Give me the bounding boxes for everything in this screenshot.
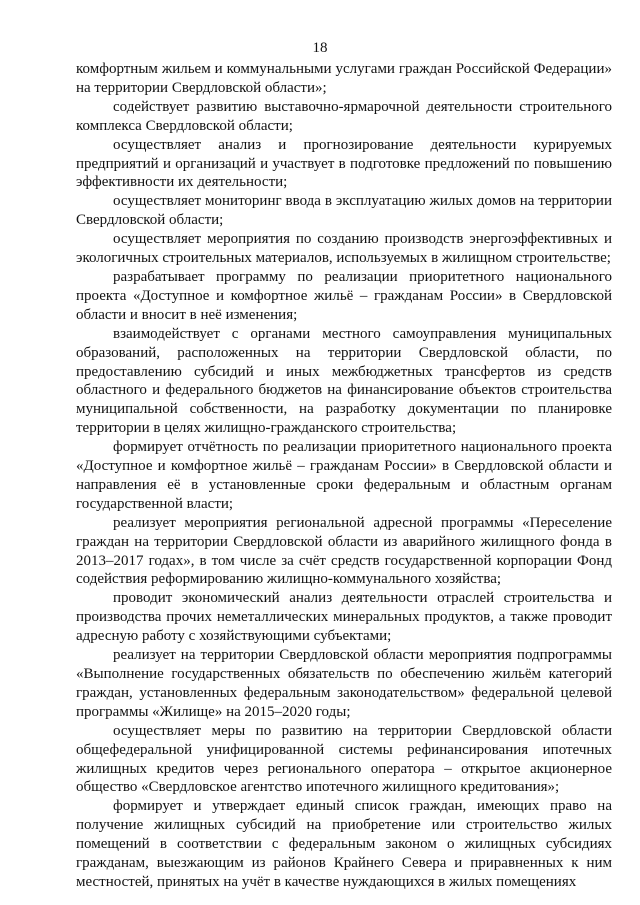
document-body [76, 60, 612, 892]
page-number: 18 [312, 40, 328, 56]
paragraph-1: комфортным жильем и коммунальными услугами граждан Российской Федерации» на территории Свердловской области»; [76, 61, 612, 96]
paragraph-13: формирует и утверждает единый список граждан, имеющих право на получение жилищных субсидий на приобретение или строительство жилых помещений в соответствии с федеральным законом о жилищных субсидиях гражданам, выезжающим из районов Крайнего Севера и приравненных к ним местностей, принятых на учёт в качестве нуждающихся в жилых помещениях [76, 798, 612, 890]
paragraph-2: содействует развитию выставочно-ярмарочной деятельности строительного комплекса Свердловской области; [76, 98, 612, 134]
paragraph-7: взаимодействует с органами местного самоуправления муниципальных образований, расположенных на территории Свердловской области, по предоставлению субсидий и иных межбюджетных трансфертов из средств областного и федерального бюджетов на финансирование объектов строительства муниципальной собственности, на разработку документации по планировке территории в целях жилищно-гражданского строительства; [76, 325, 612, 437]
paragraph-11: реализует на территории Свердловской области мероприятия подпрограммы «Выполнение государственных обязательств по обеспечению жильём категорий граждан, установленных федеральным законодательством» федеральной целевой программы «Жилище» на 2015–2020 годы; [76, 647, 612, 720]
paragraph-6: разрабатывает программу по реализации приоритетного национального проекта «Доступное и комфортное жильё – гражданам России» в Свердловской области и вносит в неё изменения; [76, 268, 612, 323]
paragraph-3: осуществляет анализ и прогнозирование деятельности курируемых предприятий и организаций и участвует в подготовке предложений по повышению эффективности их деятельности; [76, 136, 612, 191]
paragraph-9: реализует мероприятия региональной адресной программы «Переселение граждан на территории Свердловской области из аварийного жилищного фонда в 2013–2017 годах», в том числе за счёт средств государственной корпорации Фонд содействия реформированию жилищно-коммунального хозяйства; [76, 514, 612, 588]
paragraph-8: формирует отчётность по реализации приоритетного национального проекта «Доступное и комфортное жильё – гражданам России» в Свердловской области и направления её в установленные сроки федеральным и областным органам государственной власти; [76, 439, 612, 512]
paragraph-10: проводит экономический анализ деятельности отраслей строительства и производства прочих неметаллических минеральных продуктов, а также проводит адресную работу с хозяйствующими субъектами; [76, 590, 612, 645]
paragraph-5: осуществляет мероприятия по созданию производств энергоэффективных и экологичных строительных материалов, используемых в жилищном строительстве; [76, 231, 612, 267]
paragraph-4: осуществляет мониторинг ввода в эксплуатацию жилых домов на территории Свердловской области; [76, 193, 612, 229]
paragraph-12: осуществляет меры по развитию на территории Свердловской области общефедеральной унифицированной системы рефинансирования ипотечных жилищных кредитов через регионального оператора – открытое акционерное общество «Свердловское агентство ипотечного жилищного кредитования»; [76, 722, 612, 796]
